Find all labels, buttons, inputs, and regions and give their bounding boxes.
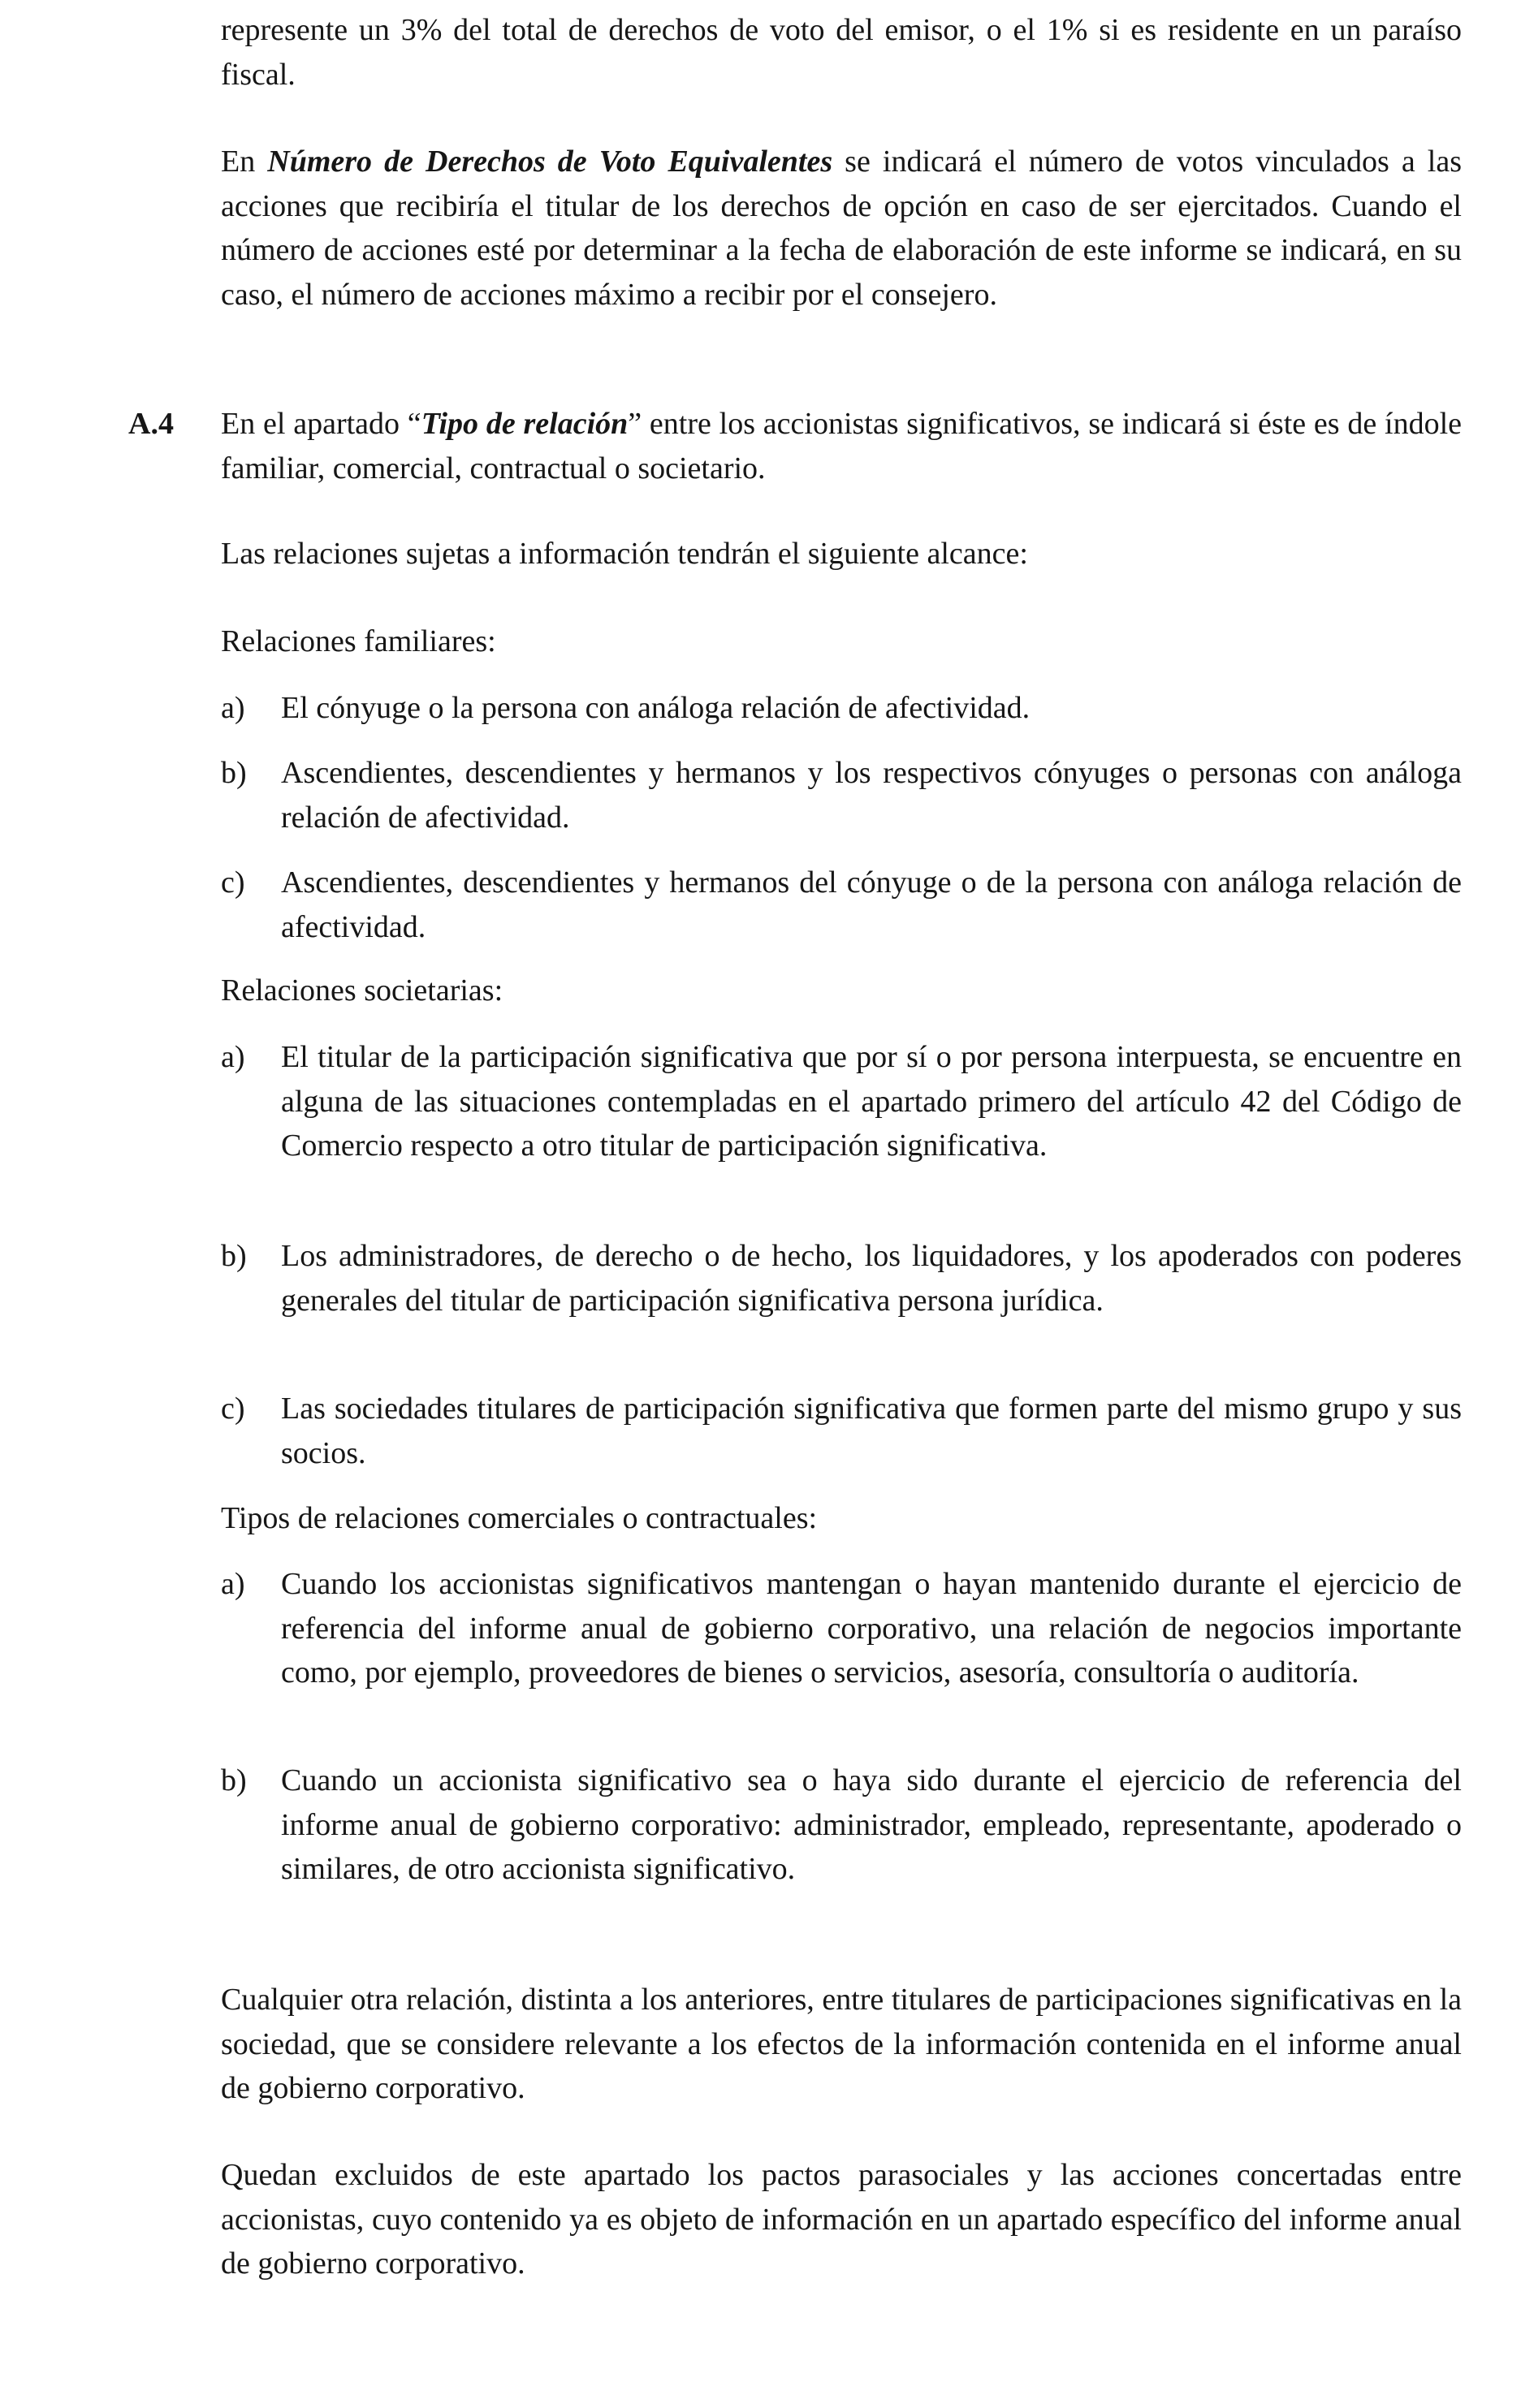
equiv-suffix: se indicará el número de votos vinculados a las acciones que recibiría el titular de los derechos de opción en caso de ser ejercitados. Cuando el número de acciones esté por determinar a la fecha de elaboración de este informe se indicará, en su caso, el número de acciones máximo a recibir por el consejero. (221, 145, 1463, 312)
list-item-text: Ascendientes, descendientes y hermanos del cónyuge o de la persona con análoga relación de afectividad. (281, 865, 1462, 944)
list-item-text: Los administradores, de derecho o de hecho, los liquidadores, y los apoderados con poderes generales del titular de participación significativa persona jurídica. (281, 1239, 1462, 1318)
scope-intro-paragraph: Las relaciones sujetas a información tendrán el siguiente alcance: (221, 537, 1028, 571)
equivalent-votes-paragraph (221, 140, 1462, 317)
list-item (221, 1035, 1462, 1168)
list-marker: b) (221, 1763, 247, 1797)
comerciales-heading: Tipos de relaciones comerciales o contractuales: (221, 1501, 818, 1535)
list-item-text: Cuando los accionistas significativos mantengan o hayan mantenido durante el ejercicio de referencia del informe anual de gobierno corporativo, una relación de negocios importante como, por ejemplo, proveedores de bienes o servicios, asesoría, consultoría o auditoría. (281, 1567, 1462, 1689)
familiares-heading: Relaciones familiares: (221, 624, 496, 658)
list-item (221, 1234, 1462, 1323)
list-marker: a) (221, 691, 245, 725)
list-item (221, 1562, 1462, 1695)
exclusions-paragraph: Quedan excluidos de este apartado los pactos parasociales y las acciones concertadas entre accionistas, cuyo contenido ya es objeto de información en un apartado específico del informe anual de gobierno corporativo. (221, 2158, 1462, 2281)
list-marker: c) (221, 865, 245, 900)
intro-paragraph: represente un 3% del total de derechos de voto del emisor, o el 1% si es residente en un paraíso fiscal. (221, 13, 1462, 92)
list-marker: c) (221, 1392, 245, 1426)
list-marker: a) (221, 1567, 245, 1601)
list-item (221, 861, 1462, 949)
equiv-term: Número de Derechos de Voto Equivalentes (267, 145, 833, 179)
list-item (221, 1759, 1462, 1892)
section-number-a4: A.4 (128, 407, 174, 441)
a4-term: Tipo de relación (421, 407, 629, 441)
list-item-text: El titular de la participación significativa que por sí o por persona interpuesta, se encuentre en alguna de las situaciones contempladas en el apartado primero del artículo 42 del Código de Comercio respecto a otro titular de participación significativa. (281, 1040, 1462, 1163)
a4-suffix: ” entre los accionistas significativos, se indicará si éste es de índole familiar, comercial, contractual o societario. (221, 407, 1463, 485)
a4-prefix: En el apartado “ (221, 407, 421, 441)
list-item (221, 1387, 1462, 1475)
section-a4-paragraph (221, 402, 1462, 490)
equiv-prefix: En (221, 145, 268, 179)
list-item-text: Las sociedades titulares de participación significativa que formen parte del mismo grupo y sus socios. (281, 1392, 1462, 1470)
list-item-text: El cónyuge o la persona con análoga relación de afectividad. (281, 691, 1031, 725)
list-item (221, 751, 1462, 839)
list-item-text: Ascendientes, descendientes y hermanos y los respectivos cónyuges o personas con análoga relación de afectividad. (281, 756, 1462, 835)
list-marker: a) (221, 1040, 245, 1074)
list-marker: b) (221, 1239, 247, 1273)
list-item (221, 686, 1462, 731)
societarias-heading: Relaciones societarias: (221, 973, 503, 1008)
other-relation-paragraph: Cualquier otra relación, distinta a los anteriores, entre titulares de participaciones significativas en la sociedad, que se considere relevante a los efectos de la información contenida en el informe anual de gobierno corporativo. (221, 1983, 1462, 2105)
list-item-text: Cuando un accionista significativo sea o haya sido durante el ejercicio de referencia del informe anual de gobierno corporativo: administrador, empleado, representante, apoderado o similares, de otro accionista significativo. (281, 1763, 1462, 1886)
list-marker: b) (221, 756, 247, 790)
